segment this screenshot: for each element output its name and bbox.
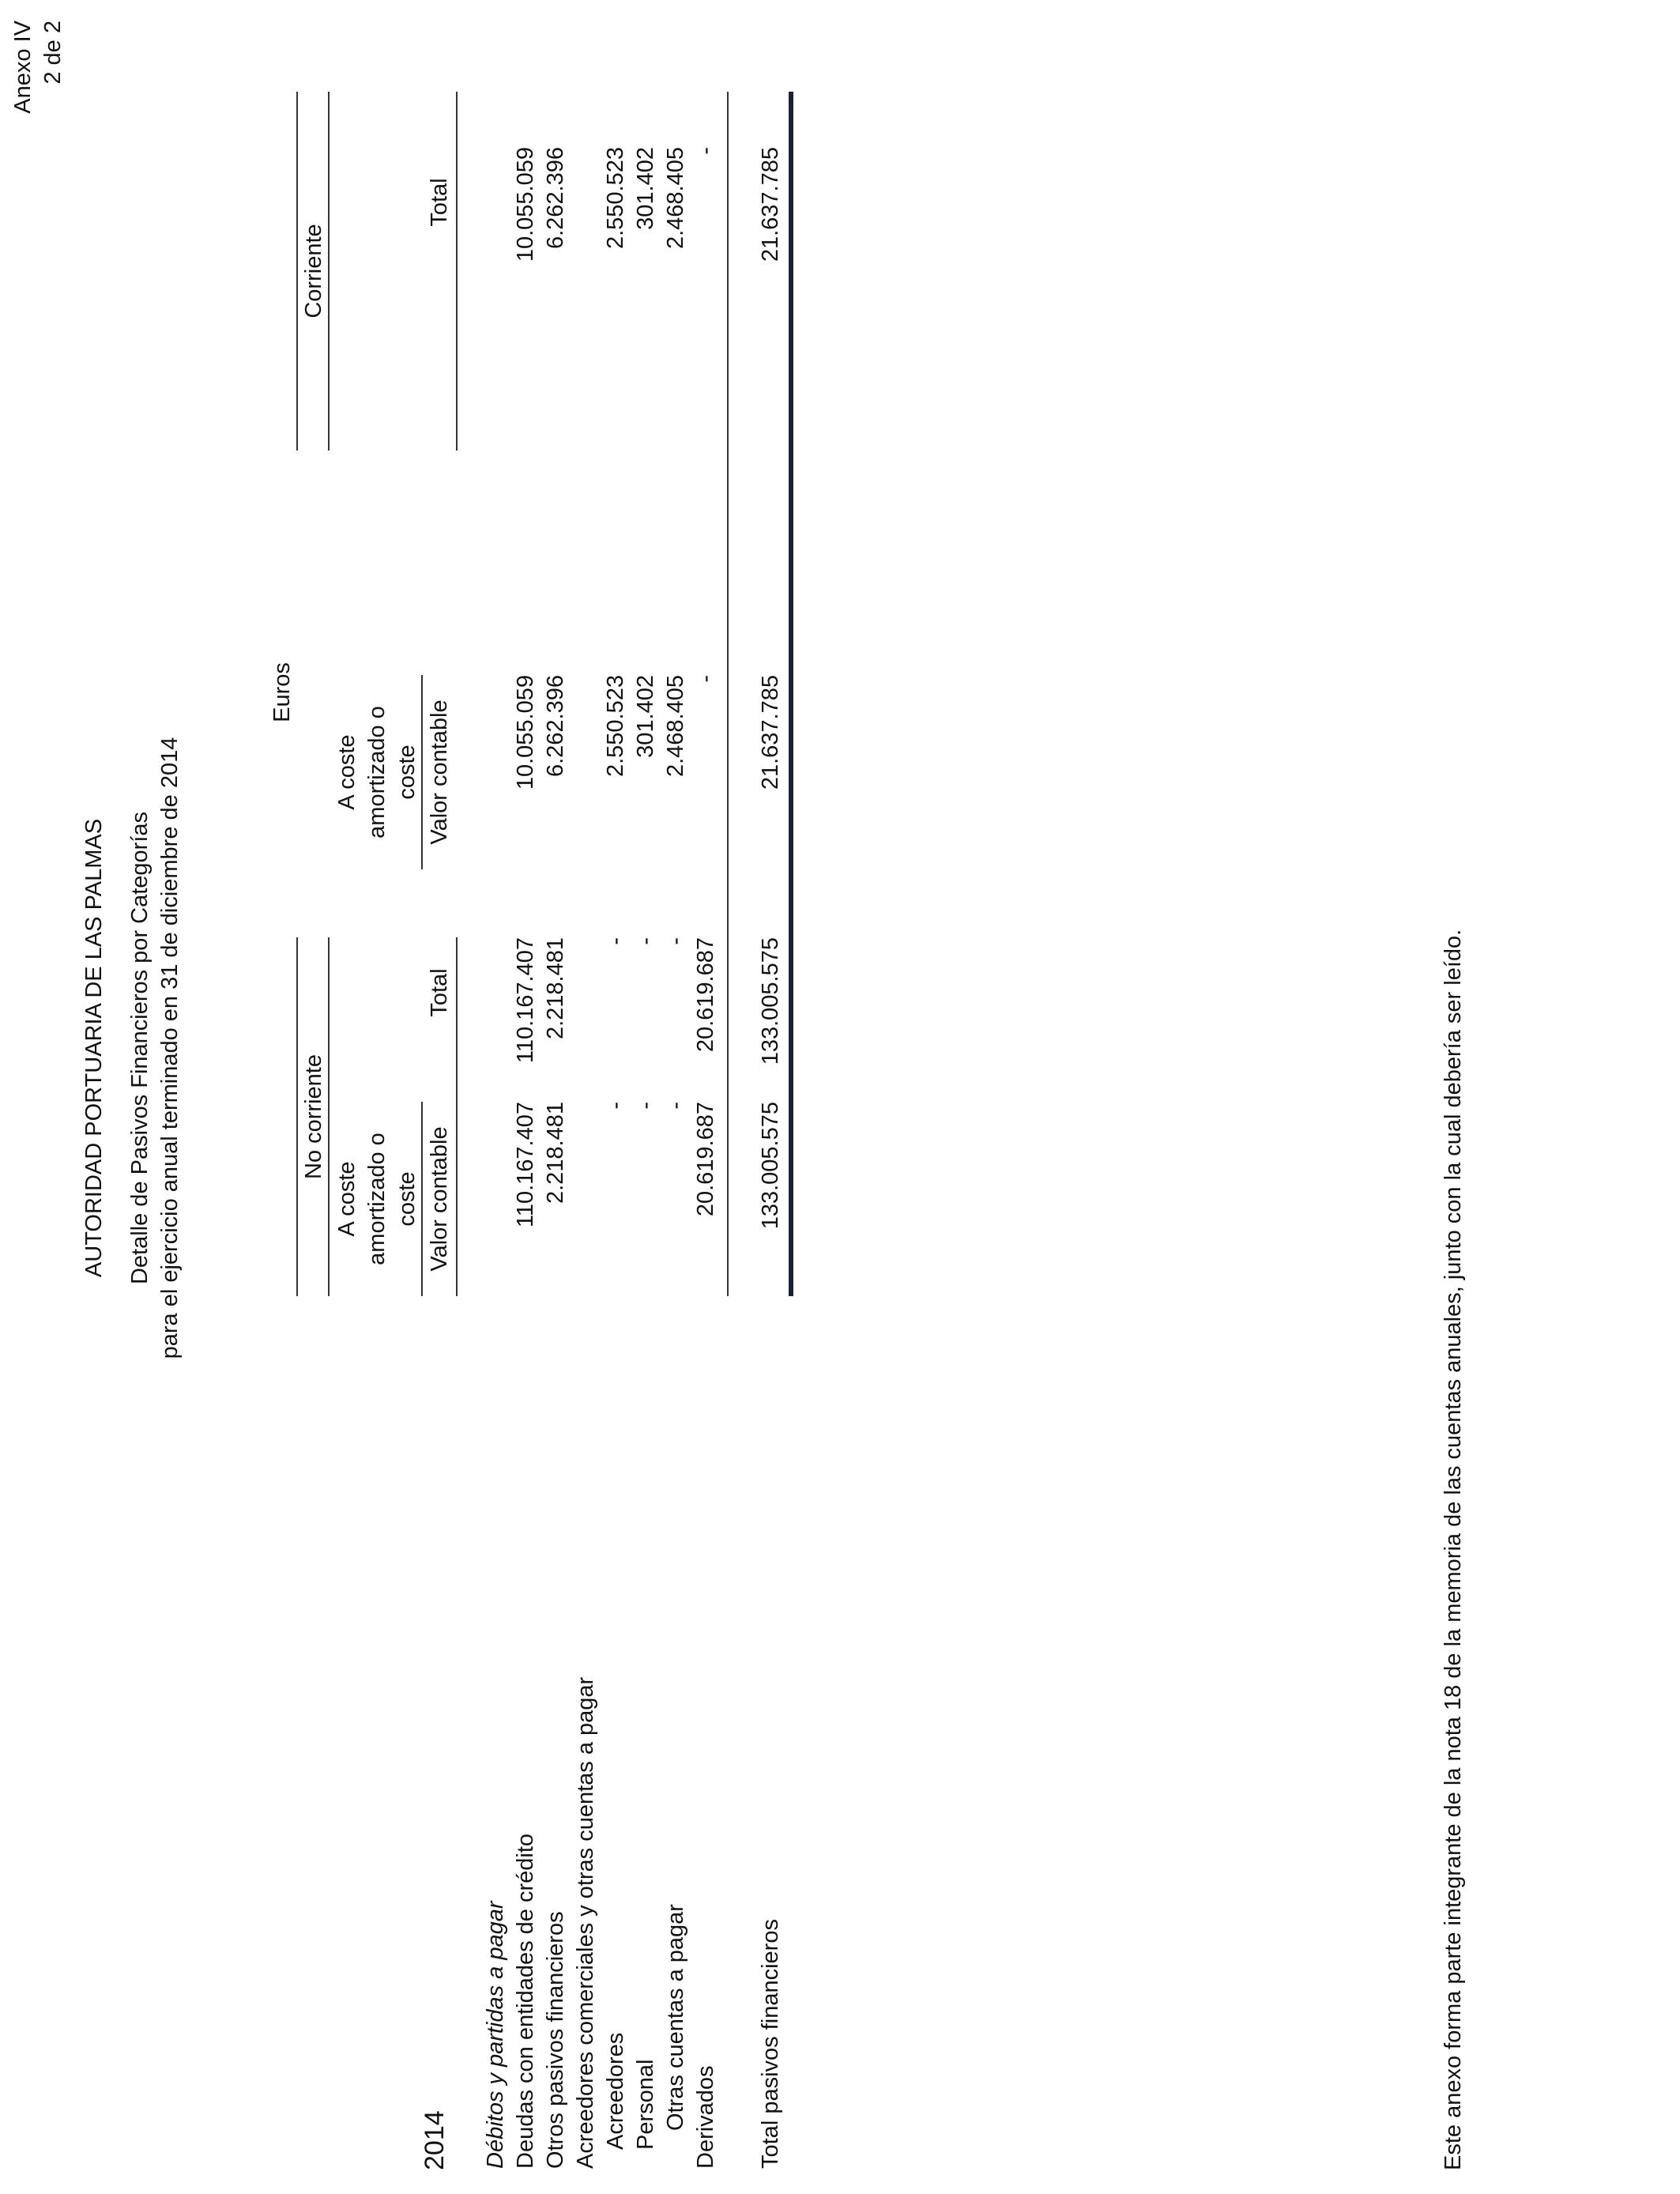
cell-c-valor-contable: 2.468.405	[663, 675, 688, 778]
category-nc-line2: amortizado o	[364, 1133, 390, 1265]
total-nc-valor-contable: 133.005.575	[758, 1102, 783, 1230]
header-c-valor-contable: Valor contable	[427, 699, 452, 845]
cell-nc-total: -	[663, 937, 688, 945]
category-nc-line1: A coste	[334, 1161, 360, 1237]
header-c-total: Total	[427, 178, 452, 227]
cell-nc-total: 2.218.481	[543, 937, 568, 1040]
rule-top-current	[296, 92, 298, 450]
row-label: Deudas con entidades de crédito	[513, 1833, 538, 2169]
cell-nc-valor-contable: 2.218.481	[543, 1102, 568, 1204]
category-c-line3: coste	[394, 745, 420, 800]
entity-title: AUTORIDAD PORTUARIA DE LAS PALMAS	[81, 818, 107, 1278]
cell-nc-valor-contable: -	[663, 1102, 688, 1110]
row-label: Acreedores	[603, 2032, 628, 2150]
total-c-valor-contable: 21.637.785	[758, 675, 783, 790]
cell-c-valor-contable: 301.402	[633, 675, 658, 758]
report-period: para el ejercicio anual terminado en 31 de diciembre de 2014	[157, 737, 183, 1359]
cell-c-total: 6.262.396	[543, 147, 568, 250]
cell-nc-total: -	[603, 937, 628, 945]
rule-category-c	[421, 675, 423, 869]
rule-subtotal	[727, 92, 729, 1296]
year-label: 2014	[420, 2110, 450, 2170]
row-label: Personal	[633, 2059, 658, 2150]
cell-c-valor-contable: 2.550.523	[603, 675, 628, 778]
category-c-line2: amortizado o	[364, 706, 390, 839]
section-label: Débitos y partidas a pagar	[483, 1901, 508, 2169]
cell-nc-valor-contable: 110.167.407	[513, 1102, 538, 1228]
cell-c-total: 301.402	[633, 147, 658, 230]
row-label: Acreedores comerciales y otras cuentas a pagar	[573, 1676, 598, 2169]
group-non-current: No corriente	[301, 1054, 326, 1179]
footer-note: Este anexo forma parte integrante de la nota 18 de la memoria de las cuentas anuales, junto con la cual debería ser leído.	[1441, 929, 1466, 2170]
header-nc-total: Total	[427, 968, 452, 1017]
currency-label: Euros	[269, 662, 295, 722]
cell-nc-total: 20.619.687	[693, 937, 718, 1053]
row-label: Otros pasivos financieros	[543, 1911, 568, 2169]
header-nc-valor-contable: Valor contable	[427, 1126, 452, 1272]
cell-c-total: -	[693, 147, 718, 155]
cell-c-total: 10.055.059	[513, 147, 538, 262]
cell-c-total: 2.550.523	[603, 147, 628, 250]
cell-nc-valor-contable: 20.619.687	[693, 1102, 718, 1217]
cell-c-total: 2.468.405	[663, 147, 688, 250]
row-label: Otras cuentas a pagar	[663, 1904, 688, 2131]
category-nc-line3: coste	[394, 1171, 420, 1227]
category-c-line1: A coste	[334, 734, 360, 810]
annex-title: Anexo IV	[10, 21, 36, 114]
cell-c-valor-contable: 6.262.396	[543, 675, 568, 778]
cell-nc-total: -	[633, 937, 658, 945]
rule-category-nc	[421, 1102, 423, 1296]
rule-total-double	[789, 92, 793, 1296]
cell-c-valor-contable: -	[693, 675, 718, 683]
report-subtitle: Detalle de Pasivos Financieros por Categorías	[127, 811, 153, 1285]
annex-page: 2 de 2	[40, 21, 66, 85]
rule-header-current	[456, 92, 458, 450]
cell-nc-total: 110.167.407	[513, 937, 538, 1064]
cell-c-valor-contable: 10.055.059	[513, 675, 538, 790]
rule-group-current	[328, 92, 330, 450]
cell-nc-valor-contable: -	[603, 1102, 628, 1110]
group-current: Corriente	[301, 224, 326, 319]
total-c-total: 21.637.785	[758, 147, 783, 262]
rule-group-non-current	[328, 937, 330, 1296]
total-nc-total: 133.005.575	[758, 937, 783, 1065]
total-row-label: Total pasivos financieros	[758, 1919, 783, 2169]
row-label: Derivados	[693, 2065, 718, 2169]
rule-header-non-current	[456, 937, 458, 1296]
rule-top-non-current	[296, 937, 298, 1296]
cell-nc-valor-contable: -	[633, 1102, 658, 1110]
